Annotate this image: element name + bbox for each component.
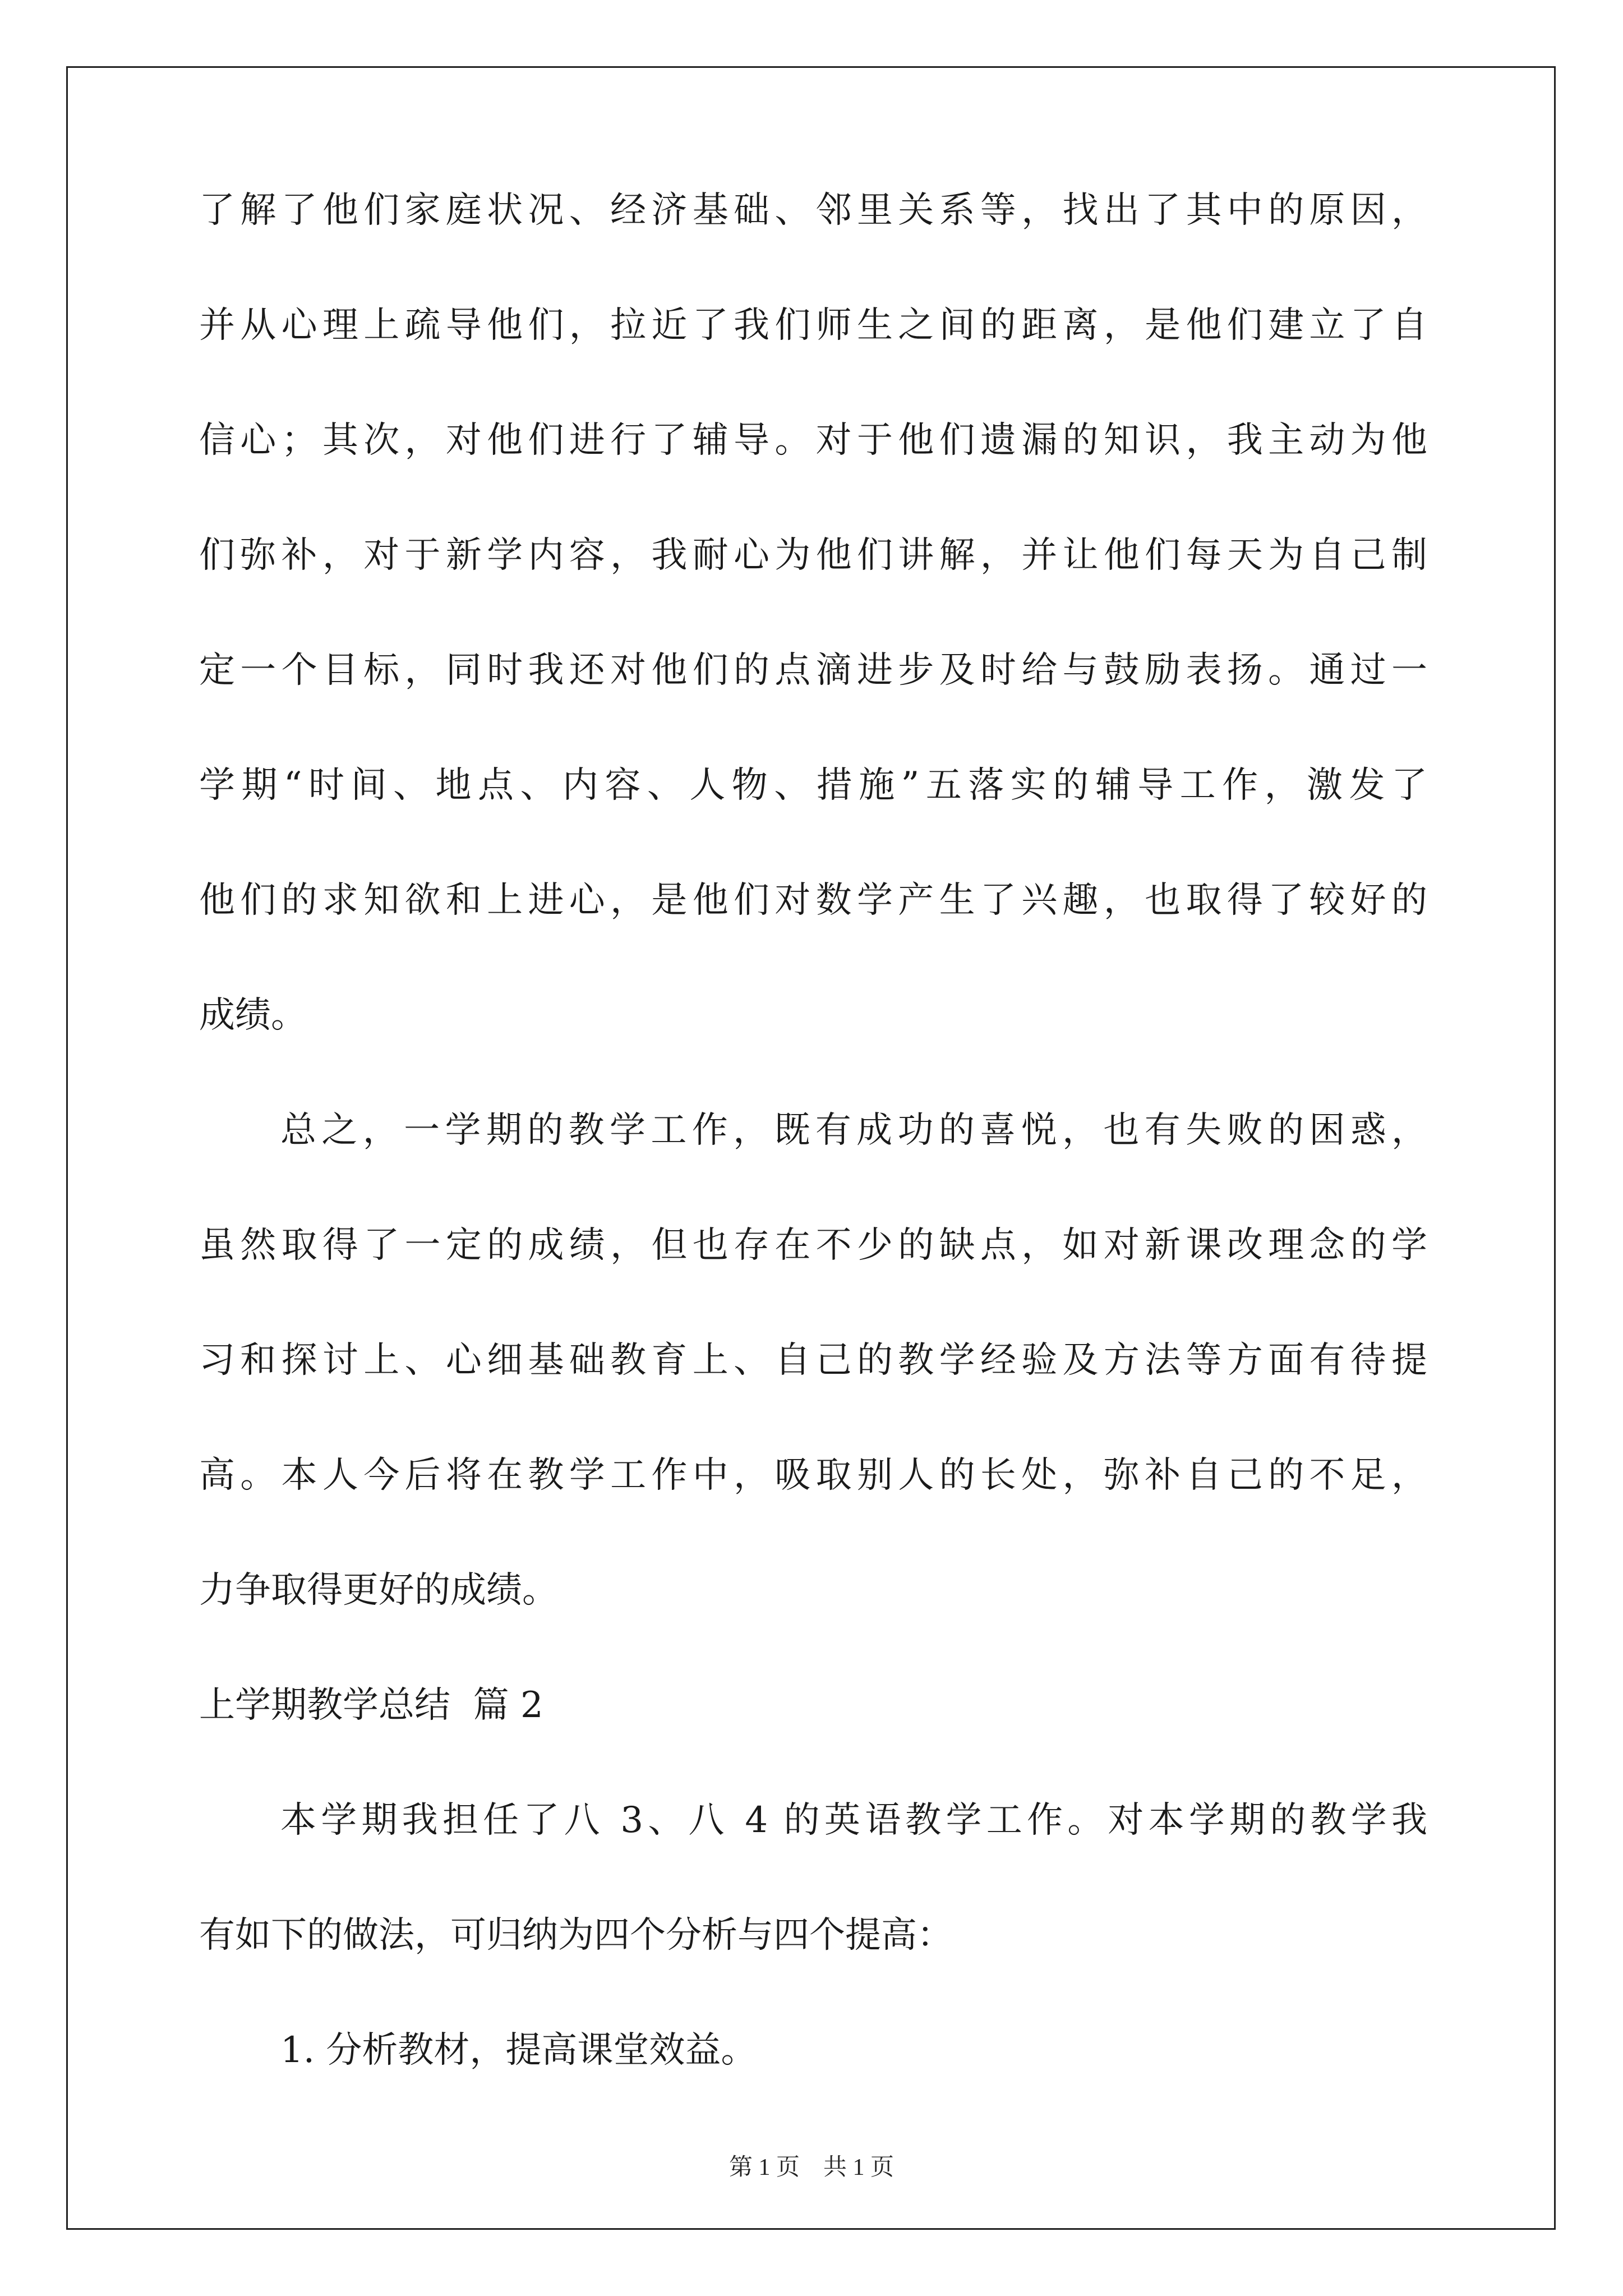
paragraph-line: 并从心理上疏导他们，拉近了我们师生之间的距离，是他们建立了自 <box>199 305 1427 346</box>
paragraph-line: 他们的求知欲和上进心，是他们对数学产生了兴趣，也取得了较好的 <box>199 880 1427 921</box>
paragraph-line: 有如下的做法，可归纳为四个分析与四个提高： <box>199 1915 953 1956</box>
paragraph-line: 成绩。 <box>199 995 307 1036</box>
paragraph-line: 力争取得更好的成绩。 <box>199 1570 558 1611</box>
numbered-item: 1. 分析教材，提高课堂效益。 <box>280 2030 757 2071</box>
page-number-footer: 第 1 页 共 1 页 <box>728 2155 894 2180</box>
paragraph-first-line: 本学期我担任了八 3、八 4 的英语教学工作。对本学期的教学我 <box>280 1800 1427 1841</box>
paragraph-line: 定一个目标，同时我还对他们的点滴进步及时给与鼓励表扬。通过一 <box>199 650 1427 691</box>
section-heading: 上学期教学总结 篇 2 <box>199 1685 543 1726</box>
paragraph-line: 信心；其次，对他们进行了辅导。对于他们遗漏的知识，我主动为他 <box>199 420 1427 461</box>
paragraph-line: 习和探讨上、心细基础教育上、自己的教学经验及方法等方面有待提 <box>199 1340 1427 1381</box>
paragraph-line: 了解了他们家庭状况、经济基础、邻里关系等，找出了其中的原因， <box>199 190 1427 231</box>
paragraph-line: 们弥补，对于新学内容，我耐心为他们讲解，并让他们每天为自己制 <box>199 535 1427 576</box>
paragraph-line: 高。本人今后将在教学工作中，吸取别人的长处，弥补自己的不足， <box>199 1455 1427 1496</box>
paragraph-first-line: 总之，一学期的教学工作，既有成功的喜悦，也有失败的困惑， <box>280 1110 1427 1151</box>
paragraph-line: 虽然取得了一定的成绩，但也存在不少的缺点，如对新课改理念的学 <box>199 1225 1427 1266</box>
paragraph-line: 学期“时间、地点、内容、人物、措施”五落实的辅导工作，激发了 <box>199 765 1427 806</box>
